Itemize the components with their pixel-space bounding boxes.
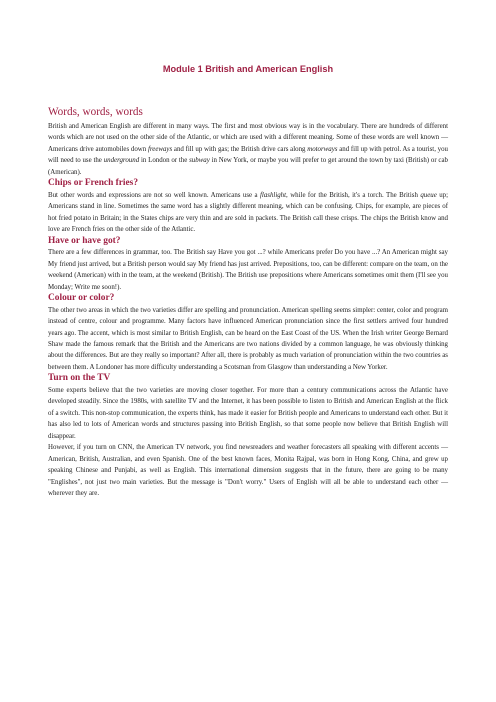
document-page (48, 64, 448, 500)
text-run: But other words and expressions are not so well known. Americans use a (48, 191, 260, 199)
italic-term: freeways (147, 145, 173, 153)
paragraph-grammar: There are a few differences in grammar, too. The British say Have you got ...? while Americans prefer Do you have ...? An American might say My friend just arrived, but a British person would say My friend has just arrived. Prepositions, too, can be different: compare on the team, on the weekend (American) with in the team, at the weekend (British). The British use prepositions where Americans sometimes omit them (I'll see you Monday; Write me soon!). (48, 249, 448, 291)
text-run: , while for the British, it's a torch. The British (286, 191, 421, 199)
italic-term: flashlight (260, 191, 287, 199)
heading-colour: Colour or color? (48, 293, 115, 304)
italic-term: motorways (307, 145, 338, 153)
text-run: in New York, or maybe you will prefer to get around the town by taxi (British) or cab (American). (48, 157, 448, 176)
paragraph-words-expressions (48, 190, 448, 236)
text-run: up; Americans stand in line. Sometimes the same word has a slightly different meaning, which can be confusing. Chips, for example, are pieces of hot fried potato in Britain; in the States chips are very thin and are sold in packets. The British call these crisps. The chips the British know and love are French fries on the other side of the Atlantic. (48, 191, 448, 234)
italic-term: queue (420, 191, 437, 199)
text-run: and fill up with gas; the British drive cars along (172, 145, 308, 153)
paragraph-cnn: However, if you turn on CNN, the American TV network, you find newsreaders and weather forecasters all speaking with different accents — American, British, Australian, and even Spanish. One of the best known faces, Monita Rajpal, was born in Hong Kong, China, and grew up speaking Chinese and Punjabi, as well as English. This international dimension suggests that in the future, there are going to be many "Englishes", not just two main varieties. But the message is "Don't worry." Users of English will all be able to understand each other — wherever they are. (48, 444, 448, 498)
heading-chips: Chips or French fries? (48, 178, 139, 189)
paragraph-experts: Some experts believe that the two varieties are moving closer together. For more than a century communications across the Atlantic have developed steadily. Since the 1980s, with satellite TV and the Internet, it has been possible to listen to British and American English at the flick of a switch. This non-stop communication, the experts think, has made it easier for British people and Americans to understand each other. But it has also led to lots of American words and structures passing into British English, so that some people now believe that British English will disappear. (48, 386, 448, 440)
paragraph-spelling: The other two areas in which the two varieties differ are spelling and pronunciation. American spelling seems simpler: center, color and program instead of centre, colour and programme. Many factors have influenced American pronunciation since the first settlers arrived four hundred years ago. The accent, which is most similar to British English, can be heard on the East Coast of the US. When the Irish writer George Bernard Shaw made the famous remark that the British and the Americans are two nations divided by a common language, he was obviously thinking about the differences. But are they really so important? After all, there is probably as much variation of pronunciation within the two countries as between them. A Londoner has more difficulty understanding a Scotsman from Glasgow than understanding a New Yorker. (48, 306, 448, 371)
module-title: Module 1 British and American English (162, 64, 334, 74)
section-heading: Words, words, words (48, 106, 143, 118)
heading-have-got: Have or have got? (48, 235, 121, 246)
text-run: British and American English are different in many ways. The first and most obvious way is in the vocabulary. There are hundreds of different words which are not used on the other side of the Atlantic, or which are used with a different meaning. Some of these words are well known — Americans drive automobiles down (48, 123, 448, 153)
italic-term: subway (189, 157, 210, 165)
heading-tv: Turn on the TV (48, 373, 111, 384)
text-run: and fill up with petrol. As a tourist, you will need to use the (48, 145, 448, 165)
paragraph-vocabulary (48, 121, 448, 178)
italic-term: underground (103, 157, 140, 165)
text-run: in London or the (139, 157, 190, 165)
